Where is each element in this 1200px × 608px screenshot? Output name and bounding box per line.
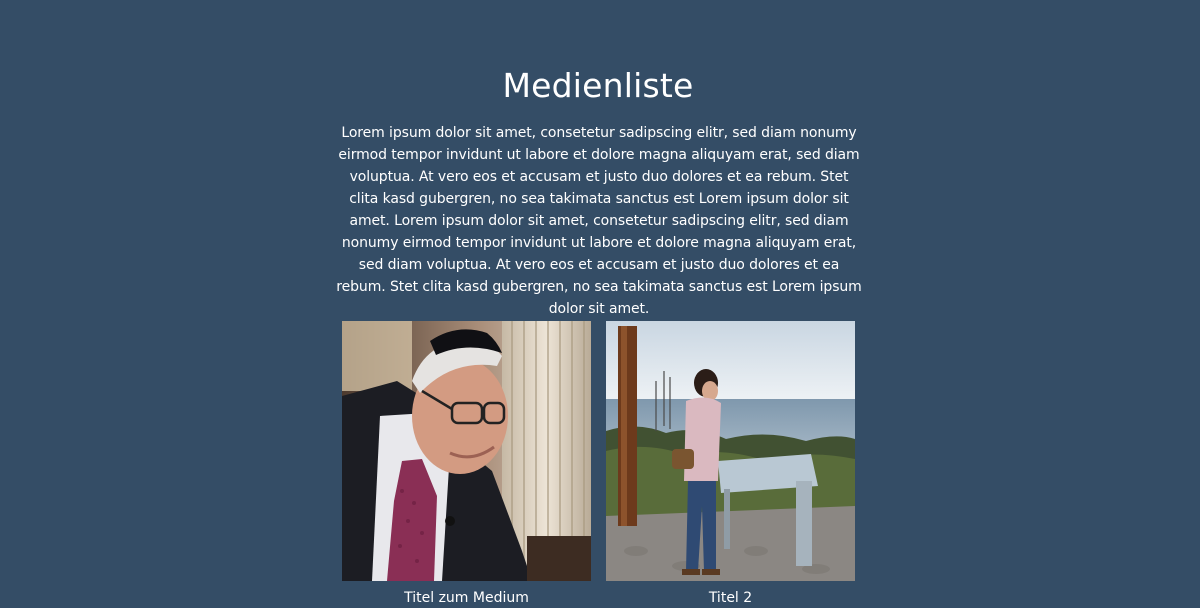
media-thumbnail-elderly-man[interactable] [342,321,591,581]
media-caption: Titel zum Medium [404,590,529,606]
intro-text: Lorem ipsum dolor sit amet, consetetur sadipscing elitr, sed diam nonumy eirmod tempor invidunt ut labore et dolore magna aliquyam erat, sed diam voluptua. At vero eos et accusam et justo duo dolores et ea rebum. Stet clita kasd gubergren, no sea takimata sanctus est Lorem ipsum dolor sit amet. Lorem ipsum dolor sit amet, consetetur sadipscing elitr, sed diam nonumy eirmod tempor invidunt ut labore et dolore magna aliquyam erat, sed diam voluptua. At vero eos et accusam et justo duo dolores et ea rebum. Stet clita kasd gubergren, no sea takimata sanctus est Lorem ipsum dolor sit amet. [336,125,862,317]
media-thumbnail-woman-at-sign[interactable] [606,321,855,581]
page-title: Medienliste [502,66,694,105]
media-item[interactable] [606,321,855,607]
media-caption: Titel 2 [708,590,753,606]
media-item[interactable] [342,321,591,607]
